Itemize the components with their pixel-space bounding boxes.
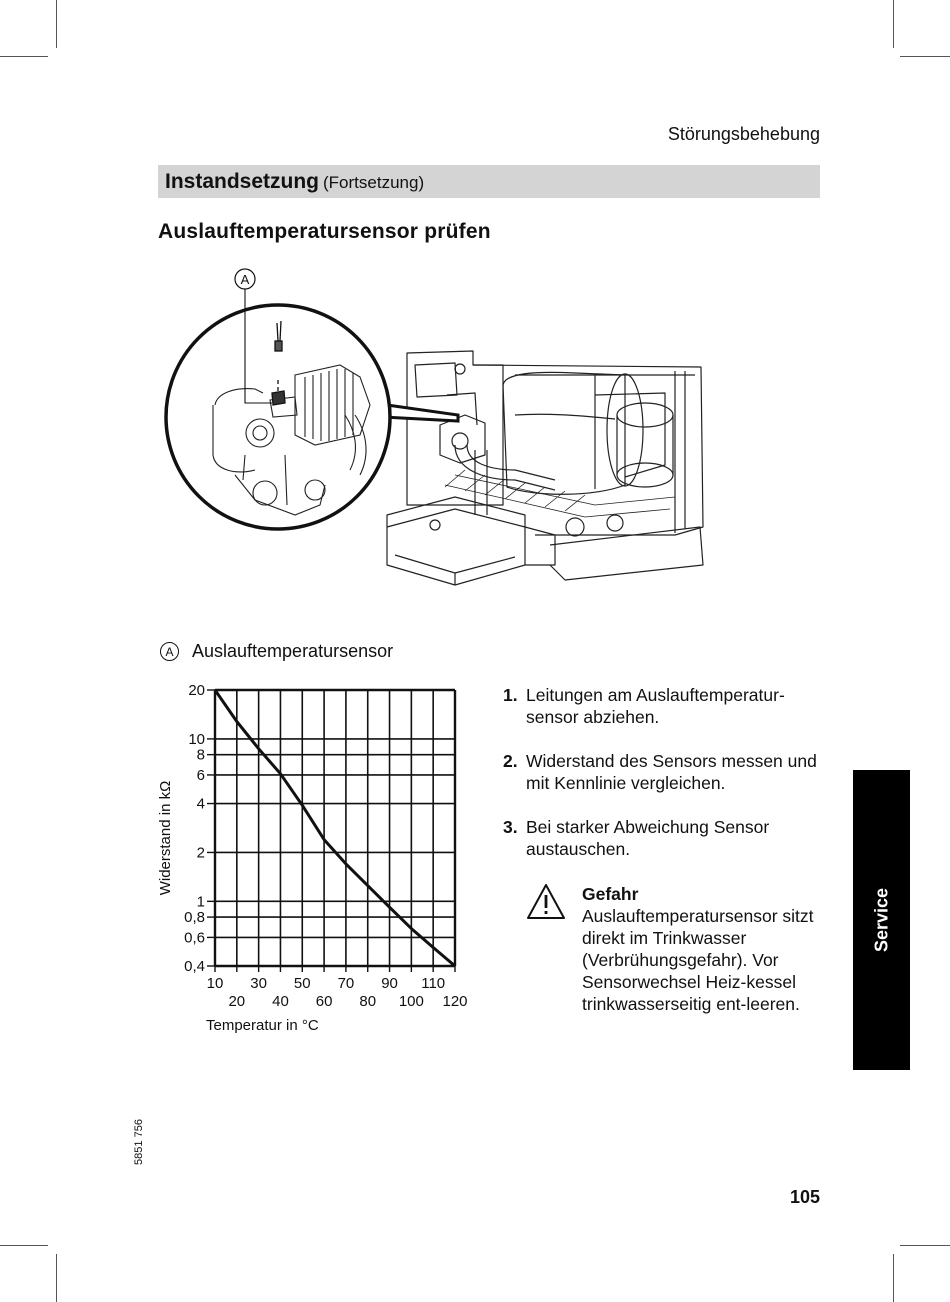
y-tick-label: 0,8 [184,909,205,927]
y-tick-label: 4 [196,795,205,813]
y-tick-label: 0,6 [184,929,205,947]
x-tick-label: 90 [381,975,398,992]
callout-letter: A [240,272,250,287]
warning-text: Auslauftemperatursensor sitzt direkt im Trinkwasser (Verbrühungsgefahr). Vor Sensorwechsel Heiz-kessel trinkwasserseitig ent-leeren. [582,906,814,1014]
document-number: 5851 756 [133,1119,145,1165]
step-item [503,684,823,728]
x-tick-label: 30 [250,975,267,992]
resistance-curve [215,690,455,966]
crop-mark [56,0,57,48]
y-tick-label: 6 [196,766,205,784]
legend-text: Auslauftemperatursensor [192,641,394,661]
step-text: Bei starker Abweichung Sensor austauschen. [526,817,770,859]
y-tick-label: 1 [196,893,205,911]
crop-mark [900,1245,950,1246]
resistance-chart [150,680,480,1040]
page-title [165,170,424,194]
title-main: Instandsetzung [165,170,320,193]
service-tab [853,770,910,1070]
step-number: 3. [503,817,518,837]
boiler-illustration [155,265,715,610]
x-tick-label: 80 [359,993,377,1010]
service-tab-label: Service [871,887,891,953]
x-tick-label: 50 [293,975,311,992]
step-text: Leitungen am Auslauftemperatur-sensor abziehen. [526,685,785,727]
section-subheading: Auslauftemperatursensor prüfen [158,220,491,243]
title-sub: (Fortsetzung) [323,173,425,192]
crop-mark [0,1245,48,1246]
crop-mark [0,56,48,57]
page-number: 105 [789,1187,820,1207]
x-tick-label: 70 [337,975,355,992]
y-tick-label: 10 [188,730,205,748]
y-tick-label: 8 [196,746,205,764]
section-header: Störungsbehebung [667,124,820,144]
danger-notice [526,883,826,1015]
y-tick-label: 0,4 [184,958,205,975]
x-tick-label: 100 [398,993,424,1010]
step-text: Widerstand des Sensors messen und mit Kennlinie vergleichen. [526,751,817,793]
crop-mark [56,1254,57,1302]
x-tick-label: 10 [206,975,224,992]
detail-pointer [383,405,458,421]
warning-triangle-icon [526,883,566,921]
figure-legend [160,641,393,662]
title-bar [158,165,820,198]
y-tick-label: 20 [188,682,205,699]
legend-letter: A [160,642,179,661]
crop-mark [900,56,950,57]
x-tick-label: 120 [442,993,468,1010]
x-axis-label: Temperatur in °C [206,1017,319,1034]
warning-title: Gefahr [582,884,639,904]
x-tick-label: 40 [272,993,289,1010]
step-item [503,750,823,794]
crop-mark [893,1254,894,1302]
step-number: 1. [503,685,518,705]
step-item [503,816,823,860]
instruction-steps [503,684,823,882]
x-tick-label: 20 [228,993,246,1010]
step-number: 2. [503,751,518,771]
y-tick-label: 2 [196,844,205,862]
base-tray [387,497,525,585]
crop-mark [893,0,894,48]
x-tick-label: 110 [421,975,446,992]
x-tick-label: 60 [315,993,333,1010]
y-axis-label: Widerstand in kΩ [157,780,174,896]
